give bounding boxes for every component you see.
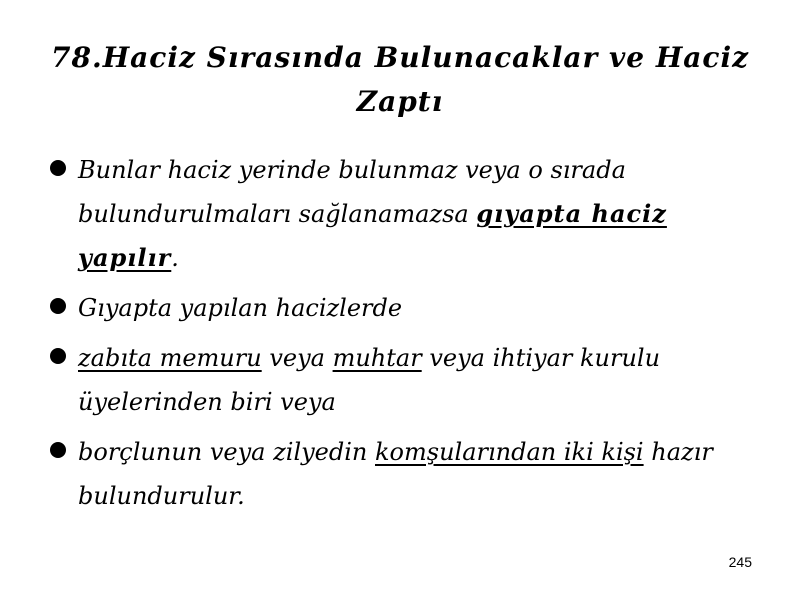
bullet-item-1 [48, 148, 748, 280]
bullet-3-text-2: veya ihtiyar kurulu üyelerinden biri veya [78, 344, 661, 416]
bullet-3-underlined-2: muhtar [332, 344, 422, 372]
bullet-item-3 [48, 336, 748, 424]
bullet-dot-icon [50, 298, 66, 314]
bullet-dot-icon [50, 160, 66, 176]
slide-title-line-1: 78.Haciz Sırasında Bulunacaklar ve Haciz [50, 41, 750, 74]
bullet-4-underlined: komşularından iki kişi [375, 438, 644, 466]
bullet-4-text-1: borçlunun veya zilyedin [78, 438, 375, 466]
bullet-1-emphasis: gıyapta haciz yapılır [78, 199, 667, 272]
page-number: 245 [728, 554, 752, 570]
slide-title-line-2: Zaptı [356, 85, 444, 118]
bullet-item-2 [48, 286, 748, 330]
bullet-list [48, 148, 748, 524]
bullet-dot-icon [50, 442, 66, 458]
slide-title [40, 36, 760, 124]
bullet-dot-icon [50, 348, 66, 364]
bullet-1-end: . [171, 244, 179, 272]
bullet-item-4 [48, 430, 748, 518]
bullet-2-text: Gıyapta yapılan hacizlerde [78, 294, 403, 322]
bullet-1-text: Bunlar haciz yerinde bulunmaz veya o sırada bulundurulmaları sağlanamazsa [78, 156, 626, 228]
bullet-3-underlined-1: zabıta memuru [78, 344, 262, 372]
bullet-3-text-1: veya [261, 344, 333, 372]
bullet-4-text-2: hazır bulundurulur. [78, 438, 713, 510]
